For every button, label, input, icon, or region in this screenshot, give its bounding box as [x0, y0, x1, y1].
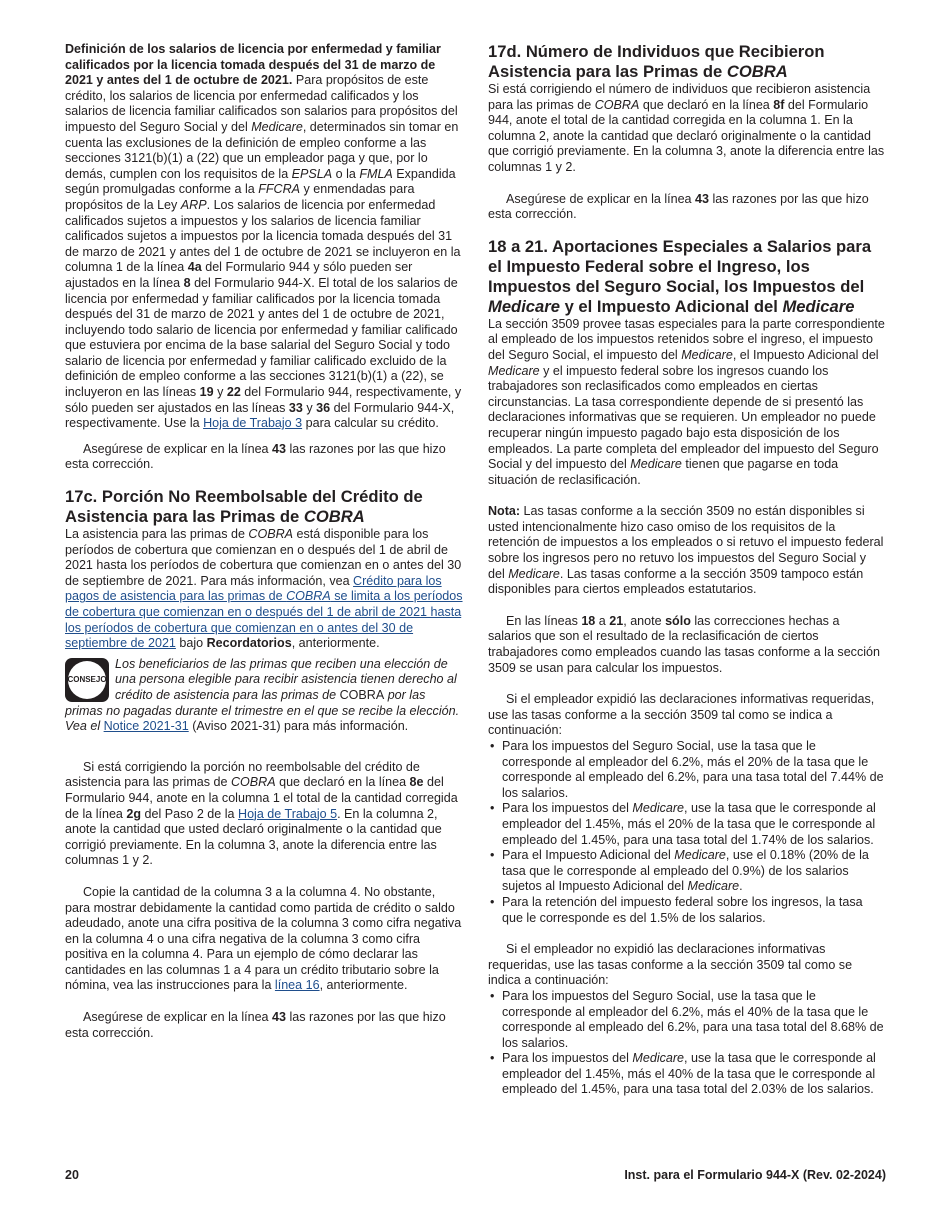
explain-reason-text-2: Asegúrese de explicar en la línea 43 las razones por las que hizo esta corrección.	[65, 1010, 446, 1040]
note-paragraph: Nota: Las tasas conforme a la sección 3509 no están disponibles si usted intencionalmente hizo caso omiso de los requisitos de la retención de impuestos a los empleados o si retuvo el impuesto federal sobre los ingresos pero no retuvo los impuestos del Seguro Social y del Medicare. Las tasas conforme a la sección 3509 tampoco están disponibles para ciertos empleados estatutarios.	[488, 504, 884, 597]
cobra-assistance-paragraph: La asistencia para las primas de COBRA está disponible para los períodos de cobertura que comienzan en o después del 1 de abril de 2021 hasta los períodos de cobertura que comienzan en o antes del 30 de septiembre de 2021. Para más información, vea Crédito para los pagos de asistencia para las primas de COBRA se limita a los períodos de cobertura que comienzan en o después del 1 de abril de 2021 hasta los períodos de cobertura que comienzan en o antes del 30 de septiembre de 2021 bajo Recordatorios, anteriormente.	[65, 527, 463, 651]
notice-2021-31-link[interactable]: Notice 2021-31	[103, 719, 189, 734]
section-17c-heading: 17c. Porción No Reembolsable del Crédito de Asistencia para las Primas de COBRA	[65, 487, 423, 527]
tip-box	[65, 657, 463, 735]
worksheet-3-link[interactable]: Hoja de Trabajo 3	[203, 416, 303, 431]
document-title: Inst. para el Formulario 944-X (Rev. 02-2024)	[624, 1168, 886, 1182]
explain-reason-text-3: Asegúrese de explicar en la línea 43 las razones por las que hizo esta corrección.	[488, 191, 869, 222]
left-column	[65, 42, 463, 1041]
line-16-link[interactable]: línea 16	[274, 978, 320, 993]
list-item: • Para la retención del impuesto federal sobre los ingresos, la tasa que le corresponde es del 1.5% de los salarios.	[488, 895, 886, 926]
list-item: • Para los impuestos del Medicare, use la tasa que le corresponde al empleador del 1.45%, más el 20% de la tasa que le corresponde al empleado del 1.45%, para una tasa total del 1.74% de los salarios.	[488, 801, 886, 848]
consejo-tip-icon: CONSEJO	[65, 658, 109, 702]
list-item: • Para el Impuesto Adicional del Medicare, use el 0.18% (20% de la tasa que le corresponde al empleado del 0.9%) de los salarios sujetos al Impuesto Adicional del Medicare.	[488, 848, 886, 895]
tip-text: Los beneficiarios de las primas que reciben una elección de una persona elegible para recibir asistencia tienen derecho al crédito de asistencia para las primas de COBRA por las primas no pagadas durante el trimestre en el que se recibe la elección. Vea el Notice 2021-31 (Aviso 2021-31) para más información.	[65, 656, 460, 734]
worksheet-5-link[interactable]: Hoja de Trabajo 5	[238, 806, 338, 821]
section-3509-paragraph: La sección 3509 provee tasas especiales para la parte correspondiente al empleado de los impuestos retenidos sobre el ingreso, el impuesto del Seguro Social, el impuesto del Medicare, el Impuesto Adicional del Medicare y el impuesto federal sobre los ingresos cuando los trabajadores son reclasificados como empleados en ciertas circunstancias. La tasa correspondiente depende de si presentó las declaraciones informativas que se requieren. Un empleador no puede recuperar ningún impuesto pagado bajo esta disposición de los empleados. La parte completa del empleador del impuesto del Seguro Social y del impuesto del Medicare tienen que pagarse en toda situación de reclasificación.	[488, 316, 885, 487]
sick-family-leave-definition: Definición de los salarios de licencia por enfermedad y familiar calificados por la licencia tomada después del 31 de marzo de 2021 y antes del 1 de octubre de 2021. Para propósitos de este crédito, los salarios de licencia por enfermedad calificados y los salarios de licencia familiar calificados son salarios para propósitos del impuesto del Seguro Social y del Medicare, determinados sin tomar en cuenta las exclusiones de la definición de empleo conforme a las secciones 3121(b)(1) a (22) que un empleador paga y que, por lo demás, cumplen con los requisitos de la EPSLA o la FMLA Expandida según promulgadas conforme a la FFCRA y enmendadas para propósitos de la Ley ARP. Los salarios de licencia por enfermedad calificados sujetos a impuestos y los salarios de licencia familiar calificados sujetos a impuestos por la licencia tomada después del 31 de marzo de 2021 y antes del 1 de octubre de 2021 se incluyeron en la columna 1 de la línea 4a del Formulario 944 y sólo pueden ser ajustados en la línea 8 del Formulario 944-X. El total de los salarios de licencia por enfermedad y familiar calificados por la licencia tomada después del 31 de marzo de 2021 y antes del 1 de octubre de 2021, incluyendo todo salario de licencia por enfermedad y familiar calificado que estuviera por encima de la base salarial del Seguro Social y todo salario de licencia por enfermedad y familiar calificado excluido de la definición de empleo conforme a las secciones 3121(b)(1) a (22), se incluyeron en las líneas 19 y 22 del Formulario 944, respectivamente, y sólo pueden ser ajustados en las líneas 33 y 36 del Formulario 944-X, respectivamente. Use la Hoja de Trabajo 3 para calcular su crédito.	[65, 42, 462, 431]
column-copy-paragraph: Copie la cantidad de la columna 3 a la columna 4. No obstante, para mostrar debidamente la cantidad como partida de crédito o saldo adeudado, anote una cifra positiva de la columna 3 como cifra negativa en la columna 4 o una cifra negativa de la columna 3 como cifra positiva en la columna 4. Para un ejemplo de cómo declarar las cantidades en las columnas 1 a 4 para un crédito tributario sobre la nómina, vea las instrucciones para la línea 16, anteriormente.	[65, 884, 462, 993]
cobra-credit-link[interactable]: Crédito para los pagos de asistencia para las primas de COBRA se limita a los períodos de cobertura que comienzan en o después del 1 de abril de 2021 hasta los períodos de cobertura que comienzan en o antes del 30 de septiembre de 2021	[65, 573, 463, 651]
page-number: 20	[65, 1168, 79, 1182]
explain-reason-text: Asegúrese de explicar en la línea 43 las razones por las que hizo esta corrección.	[65, 441, 446, 472]
section-18-21-heading: 18 a 21. Aportaciones Especiales a Salarios para el Impuesto Federal sobre el Ingreso, los Impuestos del Seguro Social, los Impuestos del Medicare y el Impuesto Adicional del Medicare	[488, 236, 872, 316]
list-item: • Para los impuestos del Medicare, use la tasa que le corresponde al empleador del 1.45%, más el 40% de la tasa que le corresponde al empleado del 1.45%, para una tasa total del 2.03% de los salarios.	[488, 1051, 886, 1098]
individuals-correction-paragraph: Si está corrigiendo el número de individuos que recibieron asistencia para las primas de COBRA que declaró en la línea 8f del Formulario 944, anote el total de la cantidad corregida en la columna 1. En la columna 2, anote la cantidad que declaró originalmente o la cantidad que corrigió previamente. En la columna 3, anote la diferencia entre las columnas 1 y 2.	[488, 82, 885, 174]
nonrefundable-correction-paragraph: Si está corrigiendo la porción no reembolsable del crédito de asistencia para las primas de COBRA que declaró en la línea 8e del Formulario 944, anote en la columna 1 el total de la cantidad corregida de la línea 2g del Paso 2 de la Hoja de Trabajo 5. En la columna 2, anote la cantidad que usted declaró originalmente o la cantidad que corrigió previamente. En la columna 3, anote la diferencia entre las columnas 1 y 2.	[65, 759, 458, 868]
info-returns-not-filed-paragraph: Si el empleador no expidió las declaraciones informativas requeridas, use las tasas conforme a la sección 3509 tal como se indica a continuación:	[488, 942, 853, 988]
list-item: • Para los impuestos del Seguro Social, use la tasa que le corresponde al empleador del 6.2%, más el 40% de la tasa que le corresponde al empleado del 6.2%, para una tasa total del 8.68% de los salarios.	[488, 989, 886, 1051]
list-item: • Para los impuestos del Seguro Social, use la tasa que le corresponde al empleador del 6.2%, más el 20% de la tasa que le corresponde al empleado del 6.2%, para una tasa total del 7.44% de los salarios.	[488, 739, 886, 801]
lines-18-21-paragraph: En las líneas 18 a 21, anote sólo las correcciones hechas a salarios que son el resultado de la reclasificación de ciertos trabajadores como empleados cuando las tasas conforme a la sección 3509 se usan para calcular los impuestos.	[488, 613, 880, 675]
section-17d-heading: 17d. Número de Individuos que Recibieron Asistencia para las Primas de COBRA	[488, 42, 825, 81]
right-column	[488, 42, 886, 1098]
info-returns-filed-paragraph: Si el empleador expidió las declaraciones informativas requeridas, use las tasas conforme a la sección 3509 tal como se indica a continuación:	[488, 692, 875, 738]
